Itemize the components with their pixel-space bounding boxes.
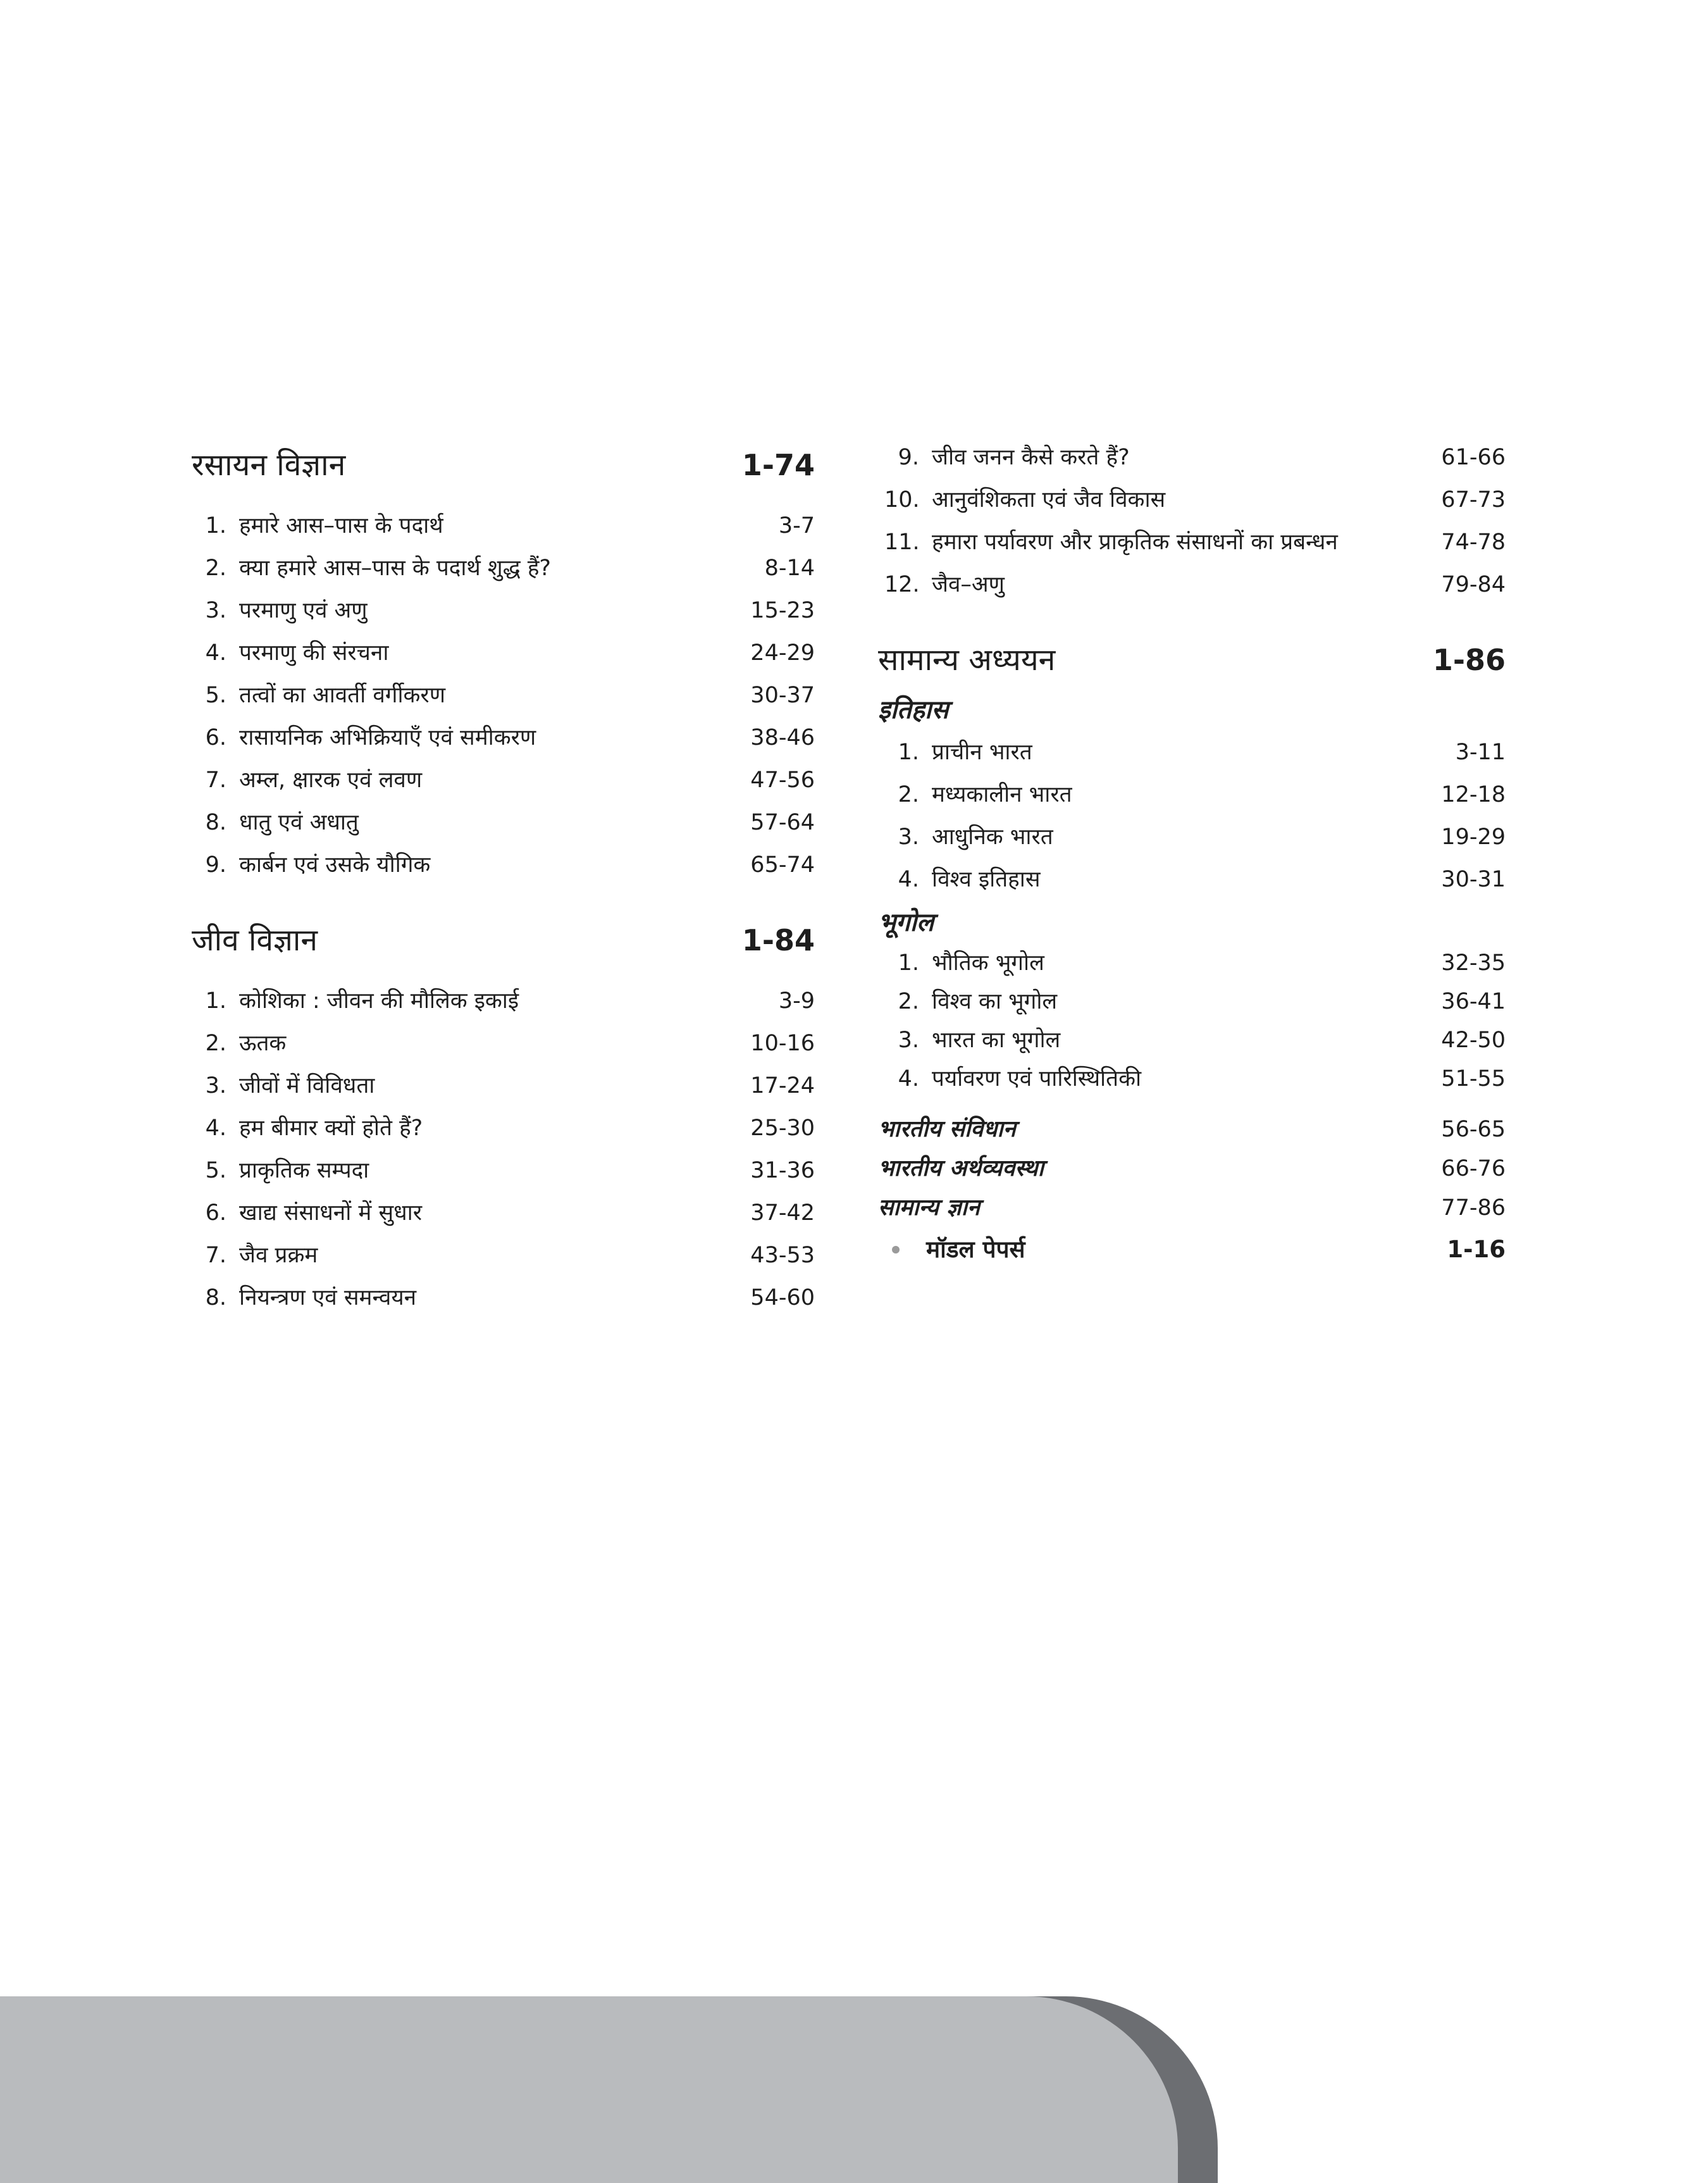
entry-number: 3. [898, 824, 919, 850]
entry-number: 7. [205, 1243, 226, 1268]
entry-title: पर्यावरण एवं पारिस्थितिकी [932, 1066, 1142, 1092]
entry-number: 9. [205, 852, 226, 878]
section-heading-biology [192, 912, 815, 969]
entry-title: भौतिक भूगोल [932, 950, 1044, 976]
toc-entry[interactable] [192, 844, 815, 886]
entry-number: 5. [205, 1158, 226, 1183]
entry-number: 6. [205, 1200, 226, 1226]
entry-pages: 10-16 [750, 1031, 815, 1056]
toc-entry[interactable] [192, 1150, 815, 1192]
entry-number: 4. [898, 867, 919, 892]
section-page-range: 1-86 [1432, 643, 1506, 677]
entry-pages: 65-74 [750, 852, 815, 878]
entry-number: 2. [898, 989, 919, 1014]
toc-entry[interactable] [192, 547, 815, 590]
toc-entry[interactable] [878, 983, 1506, 1021]
entry-number: 7. [205, 768, 226, 793]
toc-entry[interactable] [878, 521, 1506, 564]
entry-title: कार्बन एवं उसके यौगिक [239, 852, 431, 878]
toc-entry-economy[interactable] [878, 1149, 1506, 1188]
toc-entry[interactable] [192, 802, 815, 844]
entry-pages: 19-29 [1441, 824, 1506, 850]
entry-title: मध्यकालीन भारत [932, 782, 1072, 807]
entry-title: विश्व इतिहास [932, 867, 1041, 892]
entry-number: 8. [205, 810, 226, 835]
entry-title: हमारा पर्यावरण और प्राकृतिक संसाधनों का प्रबन्धन [932, 530, 1338, 555]
section-heading-general-studies [878, 631, 1506, 688]
toc-entry[interactable] [192, 505, 815, 547]
entry-pages: 15-23 [750, 598, 815, 623]
entry-pages: 66-76 [1441, 1156, 1506, 1181]
toc-entry[interactable] [192, 759, 815, 802]
entry-number: 2. [205, 1031, 226, 1056]
entry-pages: 17-24 [750, 1073, 815, 1098]
entry-title: भारतीय अर्थव्यवस्था [878, 1155, 1044, 1181]
entry-title: मॉडल पेपर्स [926, 1236, 1025, 1263]
entry-pages: 24-29 [750, 640, 815, 666]
toc-entry[interactable] [878, 816, 1506, 859]
toc-entry[interactable] [878, 944, 1506, 983]
toc-entry[interactable] [192, 1235, 815, 1277]
toc-entry[interactable] [878, 859, 1506, 901]
entry-number: 5. [205, 683, 226, 708]
toc-entry[interactable] [878, 1060, 1506, 1098]
entry-title: प्राकृतिक सम्पदा [239, 1158, 369, 1183]
entry-pages: 1-16 [1447, 1236, 1506, 1263]
toc-right-column [878, 437, 1506, 1272]
entry-pages: 8-14 [764, 556, 815, 581]
toc-entry[interactable] [192, 1277, 815, 1319]
entry-number: 3. [205, 598, 226, 623]
toc-entry[interactable] [192, 1065, 815, 1107]
subsection-title-history: इतिहास [878, 695, 949, 725]
toc-entry[interactable] [192, 1192, 815, 1235]
entry-pages: 32-35 [1441, 950, 1506, 976]
footer-band-light [0, 1996, 1178, 2183]
entry-pages: 77-86 [1441, 1195, 1506, 1221]
entry-title: आनुवंशिकता एवं जैव विकास [932, 487, 1166, 513]
entry-title: जैव प्रक्रम [239, 1243, 318, 1268]
entry-pages: 3-7 [778, 513, 815, 538]
entry-title: परमाणु एवं अणु [239, 598, 368, 623]
section-page-range: 1-74 [741, 448, 815, 482]
entry-title: आधुनिक भारत [932, 824, 1053, 850]
entry-title: तत्वों का आवर्ती वर्गीकरण [239, 683, 446, 708]
entry-title: धातु एवं अधातु [239, 810, 359, 835]
entry-number: 1. [898, 950, 919, 976]
entry-pages: 51-55 [1441, 1066, 1506, 1092]
entry-pages: 12-18 [1441, 782, 1506, 807]
entry-number: 1. [898, 740, 919, 765]
entry-pages: 43-53 [750, 1243, 815, 1268]
entry-title: जैव–अणु [932, 572, 1005, 597]
entry-number: 9. [898, 445, 919, 470]
entry-pages: 25-30 [750, 1116, 815, 1141]
entry-pages: 30-31 [1441, 867, 1506, 892]
toc-entry-model-papers[interactable] [878, 1228, 1506, 1272]
entry-title: भारत का भूगोल [932, 1028, 1061, 1053]
entry-number: 3. [898, 1028, 919, 1053]
toc-entry[interactable] [192, 632, 815, 675]
entry-pages: 3-11 [1455, 740, 1506, 765]
toc-entry-constitution[interactable] [878, 1110, 1506, 1149]
entry-pages: 42-50 [1441, 1028, 1506, 1053]
entry-title: ऊतक [239, 1031, 287, 1056]
entry-pages: 61-66 [1441, 445, 1506, 470]
toc-entry[interactable] [878, 437, 1506, 479]
toc-entry[interactable] [192, 717, 815, 759]
entry-number: 1. [205, 988, 226, 1014]
toc-entry[interactable] [878, 1021, 1506, 1060]
entry-pages: 37-42 [750, 1200, 815, 1226]
section-title: सामान्य अध्ययन [878, 642, 1056, 678]
entry-pages: 47-56 [750, 768, 815, 793]
entry-title: कोशिका : जीवन की मौलिक इकाई [239, 988, 519, 1014]
entry-title: अम्ल, क्षारक एवं लवण [239, 768, 423, 793]
toc-left-column [192, 437, 815, 1319]
entry-title: हमारे आस–पास के पदार्थ [239, 513, 443, 538]
toc-entry[interactable] [192, 1107, 815, 1150]
entry-title: रासायनिक अभिक्रियाएँ एवं समीकरण [239, 725, 536, 750]
entry-pages: 30-37 [750, 683, 815, 708]
entry-title: हम बीमार क्यों होते हैं? [239, 1116, 423, 1141]
entry-number: 12. [884, 572, 920, 597]
entry-pages: 74-78 [1441, 530, 1506, 555]
toc-entry[interactable] [192, 1023, 815, 1065]
entry-title: क्या हमारे आस–पास के पदार्थ शुद्ध हैं? [239, 556, 551, 581]
entry-title: खाद्य संसाधनों में सुधार [239, 1200, 423, 1226]
subsection-title-geography: भूगोल [878, 908, 934, 937]
section-title: जीव विज्ञान [192, 923, 318, 958]
entry-pages: 38-46 [750, 725, 815, 750]
entry-title: नियन्त्रण एवं समन्वयन [239, 1285, 417, 1310]
entry-number: 11. [884, 530, 920, 555]
toc-entry[interactable] [192, 590, 815, 632]
section-page-range: 1-84 [741, 923, 815, 957]
entry-number: 2. [205, 556, 226, 581]
entry-title: प्राचीन भारत [932, 740, 1032, 765]
entry-title: जीव जनन कैसे करते हैं? [932, 445, 1130, 470]
entry-title: सामान्य ज्ञान [878, 1195, 980, 1221]
entry-number: 6. [205, 725, 226, 750]
entry-pages: 54-60 [750, 1285, 815, 1310]
toc-entry[interactable] [878, 774, 1506, 816]
entry-pages: 57-64 [750, 810, 815, 835]
entry-pages: 56-65 [1441, 1117, 1506, 1142]
entry-title: भारतीय संविधान [878, 1116, 1016, 1142]
toc-entry[interactable] [192, 980, 815, 1023]
entry-number: 10. [884, 487, 920, 513]
section-title: रसायन विज्ञान [192, 447, 346, 483]
entry-title: परमाणु की संरचना [239, 640, 389, 666]
entry-title: विश्व का भूगोल [932, 989, 1058, 1014]
entry-pages: 79-84 [1441, 572, 1506, 597]
entry-number: 4. [898, 1066, 919, 1092]
toc-entry-general-knowledge[interactable] [878, 1188, 1506, 1228]
entry-pages: 67-73 [1441, 487, 1506, 513]
entry-number: 4. [205, 1116, 226, 1141]
entry-number: 8. [205, 1285, 226, 1310]
entry-pages: 3-9 [778, 988, 815, 1014]
toc-entry[interactable] [192, 675, 815, 717]
entry-title: जीवों में विविधता [239, 1073, 375, 1098]
entry-pages: 36-41 [1441, 989, 1506, 1014]
entry-number: 3. [205, 1073, 226, 1098]
entry-number: 1. [205, 513, 226, 538]
section-heading-chemistry [192, 437, 815, 494]
entry-pages: 31-36 [750, 1158, 815, 1183]
toc-entry[interactable] [878, 479, 1506, 521]
bullet-icon [892, 1246, 900, 1253]
entry-number: 4. [205, 640, 226, 666]
entry-number: 2. [898, 782, 919, 807]
toc-entry[interactable] [878, 731, 1506, 774]
toc-entry[interactable] [878, 564, 1506, 606]
